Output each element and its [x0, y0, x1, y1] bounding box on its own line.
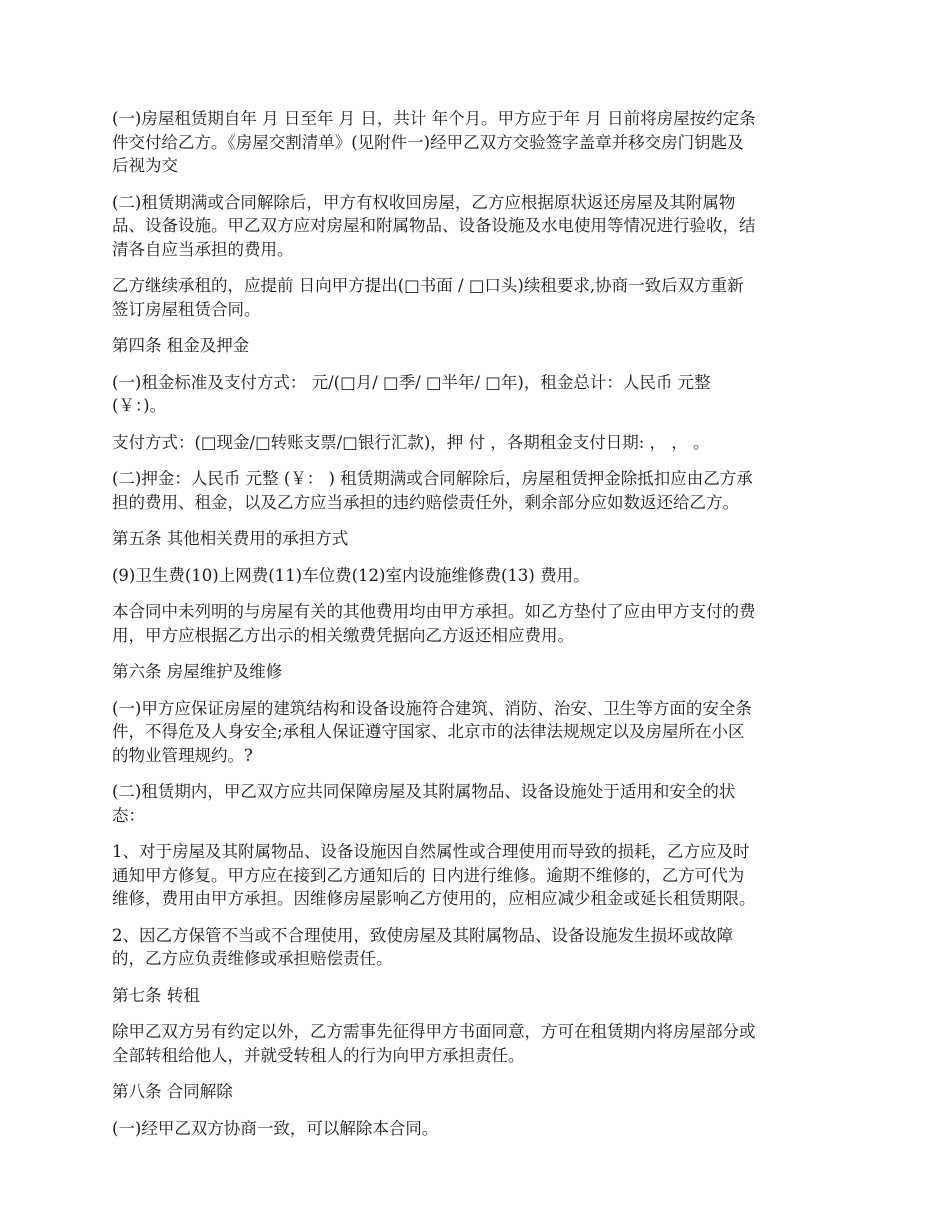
paragraph	[112, 924, 842, 971]
text-line: 本合同中未列明的与房屋有关的其他费用均由甲方承担。如乙方垫付了应由甲方支付的费	[112, 602, 756, 621]
paragraph	[112, 527, 842, 551]
text-line: 2、因乙方保管不当或不合理使用，致使房屋及其附属物品、设备设施发生损坏或故障	[112, 925, 733, 945]
text-line: 全部转租给他人，并就受转租人的行为向甲方承担责任。	[112, 1045, 525, 1065]
text-line: 第五条 其他相关费用的承担方式	[112, 529, 349, 548]
paragraph	[112, 984, 842, 1008]
paragraph	[112, 334, 842, 358]
text-line: 用，甲方应根据乙方出示的相关缴费凭据向乙方返还相应费用。	[112, 625, 574, 645]
text-line: 签订房屋租赁合同。	[112, 299, 261, 319]
text-line: (￥：)。	[112, 396, 167, 415]
text-line: 件，不得危及人身安全;承租人保证遵守国家、北京市的法律法规规定以及房屋所在小区	[112, 722, 745, 741]
text-line: (二)租赁期内，甲乙双方应共同保障房屋及其附属物品、设备设施处于适用和安全的状	[112, 782, 736, 801]
text-line: (一)房屋租赁期自年 月 日至年 月 日，共计 年个月。甲方应于年 月 日前将房屋按约定条	[112, 109, 756, 128]
text-line: 乙方继续承租的，应提前 日向甲方提出(□书面 / □口头)续租要求,协商一致后双方重新	[112, 276, 744, 295]
paragraph	[112, 840, 842, 911]
text-line: 的，乙方应负责维修或承担赔偿责任。	[112, 949, 393, 968]
paragraph	[112, 107, 842, 178]
paragraph	[112, 660, 842, 684]
text-line: (一)租金标准及支付方式： 元/(□月/ □季/ □半年/ □年)，租金总计：人民币 元整	[112, 372, 711, 392]
paragraph	[112, 1020, 842, 1067]
text-line: 通知甲方修复。甲方应在接到乙方通知后的 日内进行维修。逾期不维修的，乙方可代为	[112, 865, 745, 885]
paragraph	[112, 191, 842, 262]
text-line: (一)经甲乙双方协商一致，可以解除本合同。	[112, 1118, 439, 1138]
text-line: 件交付给乙方。《房屋交割清单》(见附件一)经甲乙双方交验签字盖章并移交房门钥匙及	[112, 132, 744, 152]
text-line: 品、设备设施。甲乙双方应对房屋和附属物品、设备设施及水电使用等情况进行验收，结	[112, 216, 756, 235]
paragraph	[112, 371, 842, 418]
paragraph	[112, 1080, 842, 1104]
paragraph	[112, 467, 842, 514]
paragraph	[112, 564, 842, 588]
paragraph	[112, 600, 842, 647]
text-line: 第六条 房屋维护及维修	[112, 662, 283, 681]
text-line: 后视为交	[112, 156, 178, 175]
text-line: 第八条 合同解除	[112, 1082, 233, 1101]
paragraph	[112, 1117, 842, 1141]
paragraph	[112, 431, 842, 455]
text-line: 除甲乙双方另有约定以外，乙方需事先征得甲方书面同意，方可在租赁期内将房屋部分或	[112, 1022, 756, 1041]
text-line: (二)租赁期满或合同解除后，甲方有权收回房屋，乙方应根据原状返还房屋及其附属物	[112, 192, 736, 212]
paragraph	[112, 274, 842, 321]
text-line: (二)押金：人民币 元整 (￥： ) 租赁期满或合同解除后，房屋租赁押金除抵扣应由乙方承	[112, 469, 753, 488]
text-line: 清各自应当承担的费用。	[112, 239, 294, 259]
text-line: 第七条 转租	[112, 985, 200, 1005]
text-line: 的物业管理规约。?	[112, 745, 253, 765]
text-line: 支付方式：(□现金/□转账支票/□银行汇款)，押 付 ，各期租金支付日期: ， ， 。	[112, 432, 710, 452]
text-line: 第四条 租金及押金	[112, 336, 250, 355]
text-line: 态：	[112, 805, 145, 825]
text-line: 1、对于房屋及其附属物品、设备设施因自然属性或合理使用而导致的损耗，乙方应及时	[112, 842, 750, 861]
paragraph	[112, 697, 842, 768]
text-line: 维修，费用由甲方承担。因维修房屋影响乙方使用的，应相应减少租金或延长租赁期限。	[112, 889, 756, 908]
text-line: 担的费用、租金，以及乙方应当承担的违约赔偿责任外，剩余部分应如数返还给乙方。	[112, 492, 739, 512]
text-line: (9)卫生费(10)上网费(11)车位费(12)室内设施维修费(13) 费用。	[112, 565, 590, 585]
paragraph	[112, 780, 842, 827]
text-line: (一)甲方应保证房屋的建筑结构和设备设施符合建筑、消防、治安、卫生等方面的安全条	[112, 698, 752, 718]
